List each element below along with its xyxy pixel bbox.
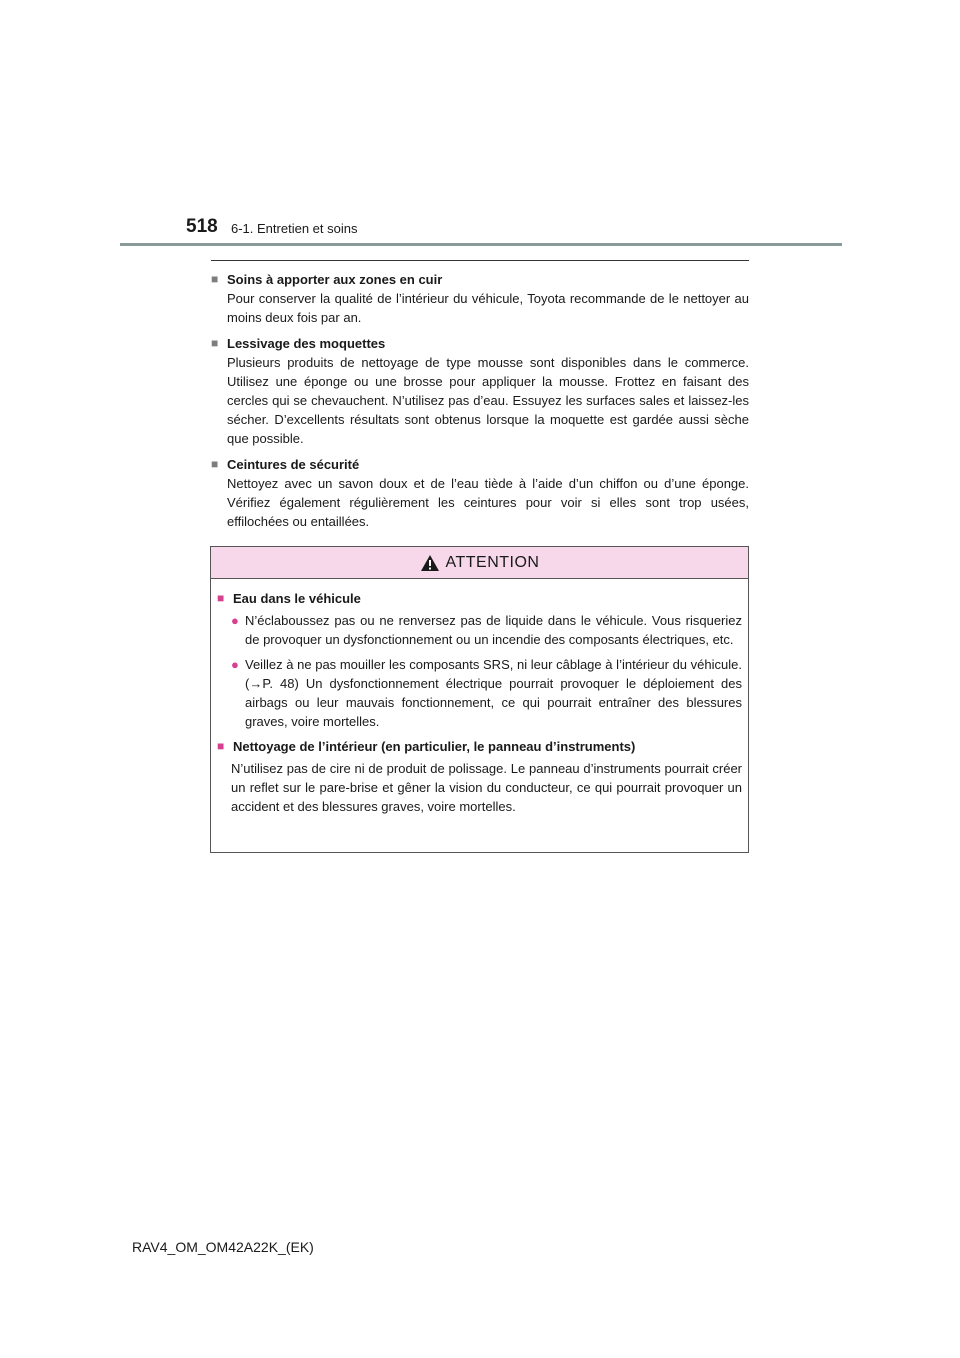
section-text: Plusieurs produits de nettoyage de type mousse sont disponibles dans le commerce. Utilisez une éponge ou une brosse pour appliquer la mousse. Frottez en faisant des cercles qui se chevauchent. N’utilisez pas d’eau. Essuyez les surfaces sales et laissez-les sécher. D’excellents résultats sont obtenus lorsque la moquette est gardée aussi sèche que possible.: [227, 355, 749, 446]
section-leather: [211, 270, 749, 327]
warning-header: [211, 547, 748, 579]
bullet-text: N’éclaboussez pas ou ne renversez pas de liquide dans le véhicule. Vous risqueriez de provoquer un dysfonctionnement ou un incendie des composants électriques, etc.: [245, 613, 742, 647]
square-bullet-icon: ■: [211, 272, 219, 286]
square-bullet-icon: ■: [217, 739, 225, 753]
section-title: 6-1. Entretien et soins: [231, 221, 358, 236]
section-text: Pour conserver la qualité de l’intérieur du véhicule, Toyota recommande de le nettoyer au moins deux fois par an.: [227, 291, 749, 325]
content-rule: [211, 260, 749, 261]
footer-code: RAV4_OM_OM42A22K_(EK): [132, 1239, 314, 1255]
section-seatbelts: [211, 455, 749, 531]
section-text: Nettoyez avec un savon doux et de l’eau tiède à l’aide d’un chiffon ou d’une éponge. Vérifiez également régulièrement les ceintures pour voir si elles sont trop usées, effilochées ou entaillées.: [227, 476, 749, 529]
warning-body: [211, 579, 748, 816]
list-item: [217, 655, 742, 731]
warning-item-text: N’utilisez pas de cire ni de produit de polissage. Le panneau d’instruments pourrait créer un reflet sur le pare-brise et gêner la vision du conducteur, ce qui pourrait provoquer un accident et des blessures graves, voire mortelles.: [231, 761, 742, 814]
section-carpet: [211, 334, 749, 448]
header-rule: [120, 243, 842, 246]
page-number: 518: [186, 216, 218, 237]
warning-title: ATTENTION: [445, 553, 540, 571]
warning-item-heading: Eau dans le véhicule: [233, 591, 361, 606]
warning-box: [210, 546, 749, 853]
list-item: [217, 611, 742, 649]
circle-bullet-icon: ●: [231, 657, 239, 672]
section-heading: Lessivage des moquettes: [227, 336, 386, 351]
square-bullet-icon: ■: [217, 591, 225, 605]
main-content: [211, 270, 749, 538]
section-heading: Ceintures de sécurité: [227, 457, 360, 472]
warning-item-heading: Nettoyage de l’intérieur (en particulier, le panneau d’instruments): [233, 739, 636, 754]
square-bullet-icon: ■: [211, 336, 219, 350]
square-bullet-icon: ■: [211, 457, 219, 471]
circle-bullet-icon: ●: [231, 613, 239, 628]
warning-triangle-icon: [420, 554, 440, 572]
bullet-text: Veillez à ne pas mouiller les composants SRS, ni leur câblage à l’intérieur du véhicule. (→P. 48) Un dysfonctionnement électrique pourrait provoquer le déploiement des airbags ou leur mauvais fonctionnement, ce qui pourrait entraîner des blessures graves, voire mortelles.: [245, 657, 742, 729]
section-heading: Soins à apporter aux zones en cuir: [227, 272, 443, 287]
